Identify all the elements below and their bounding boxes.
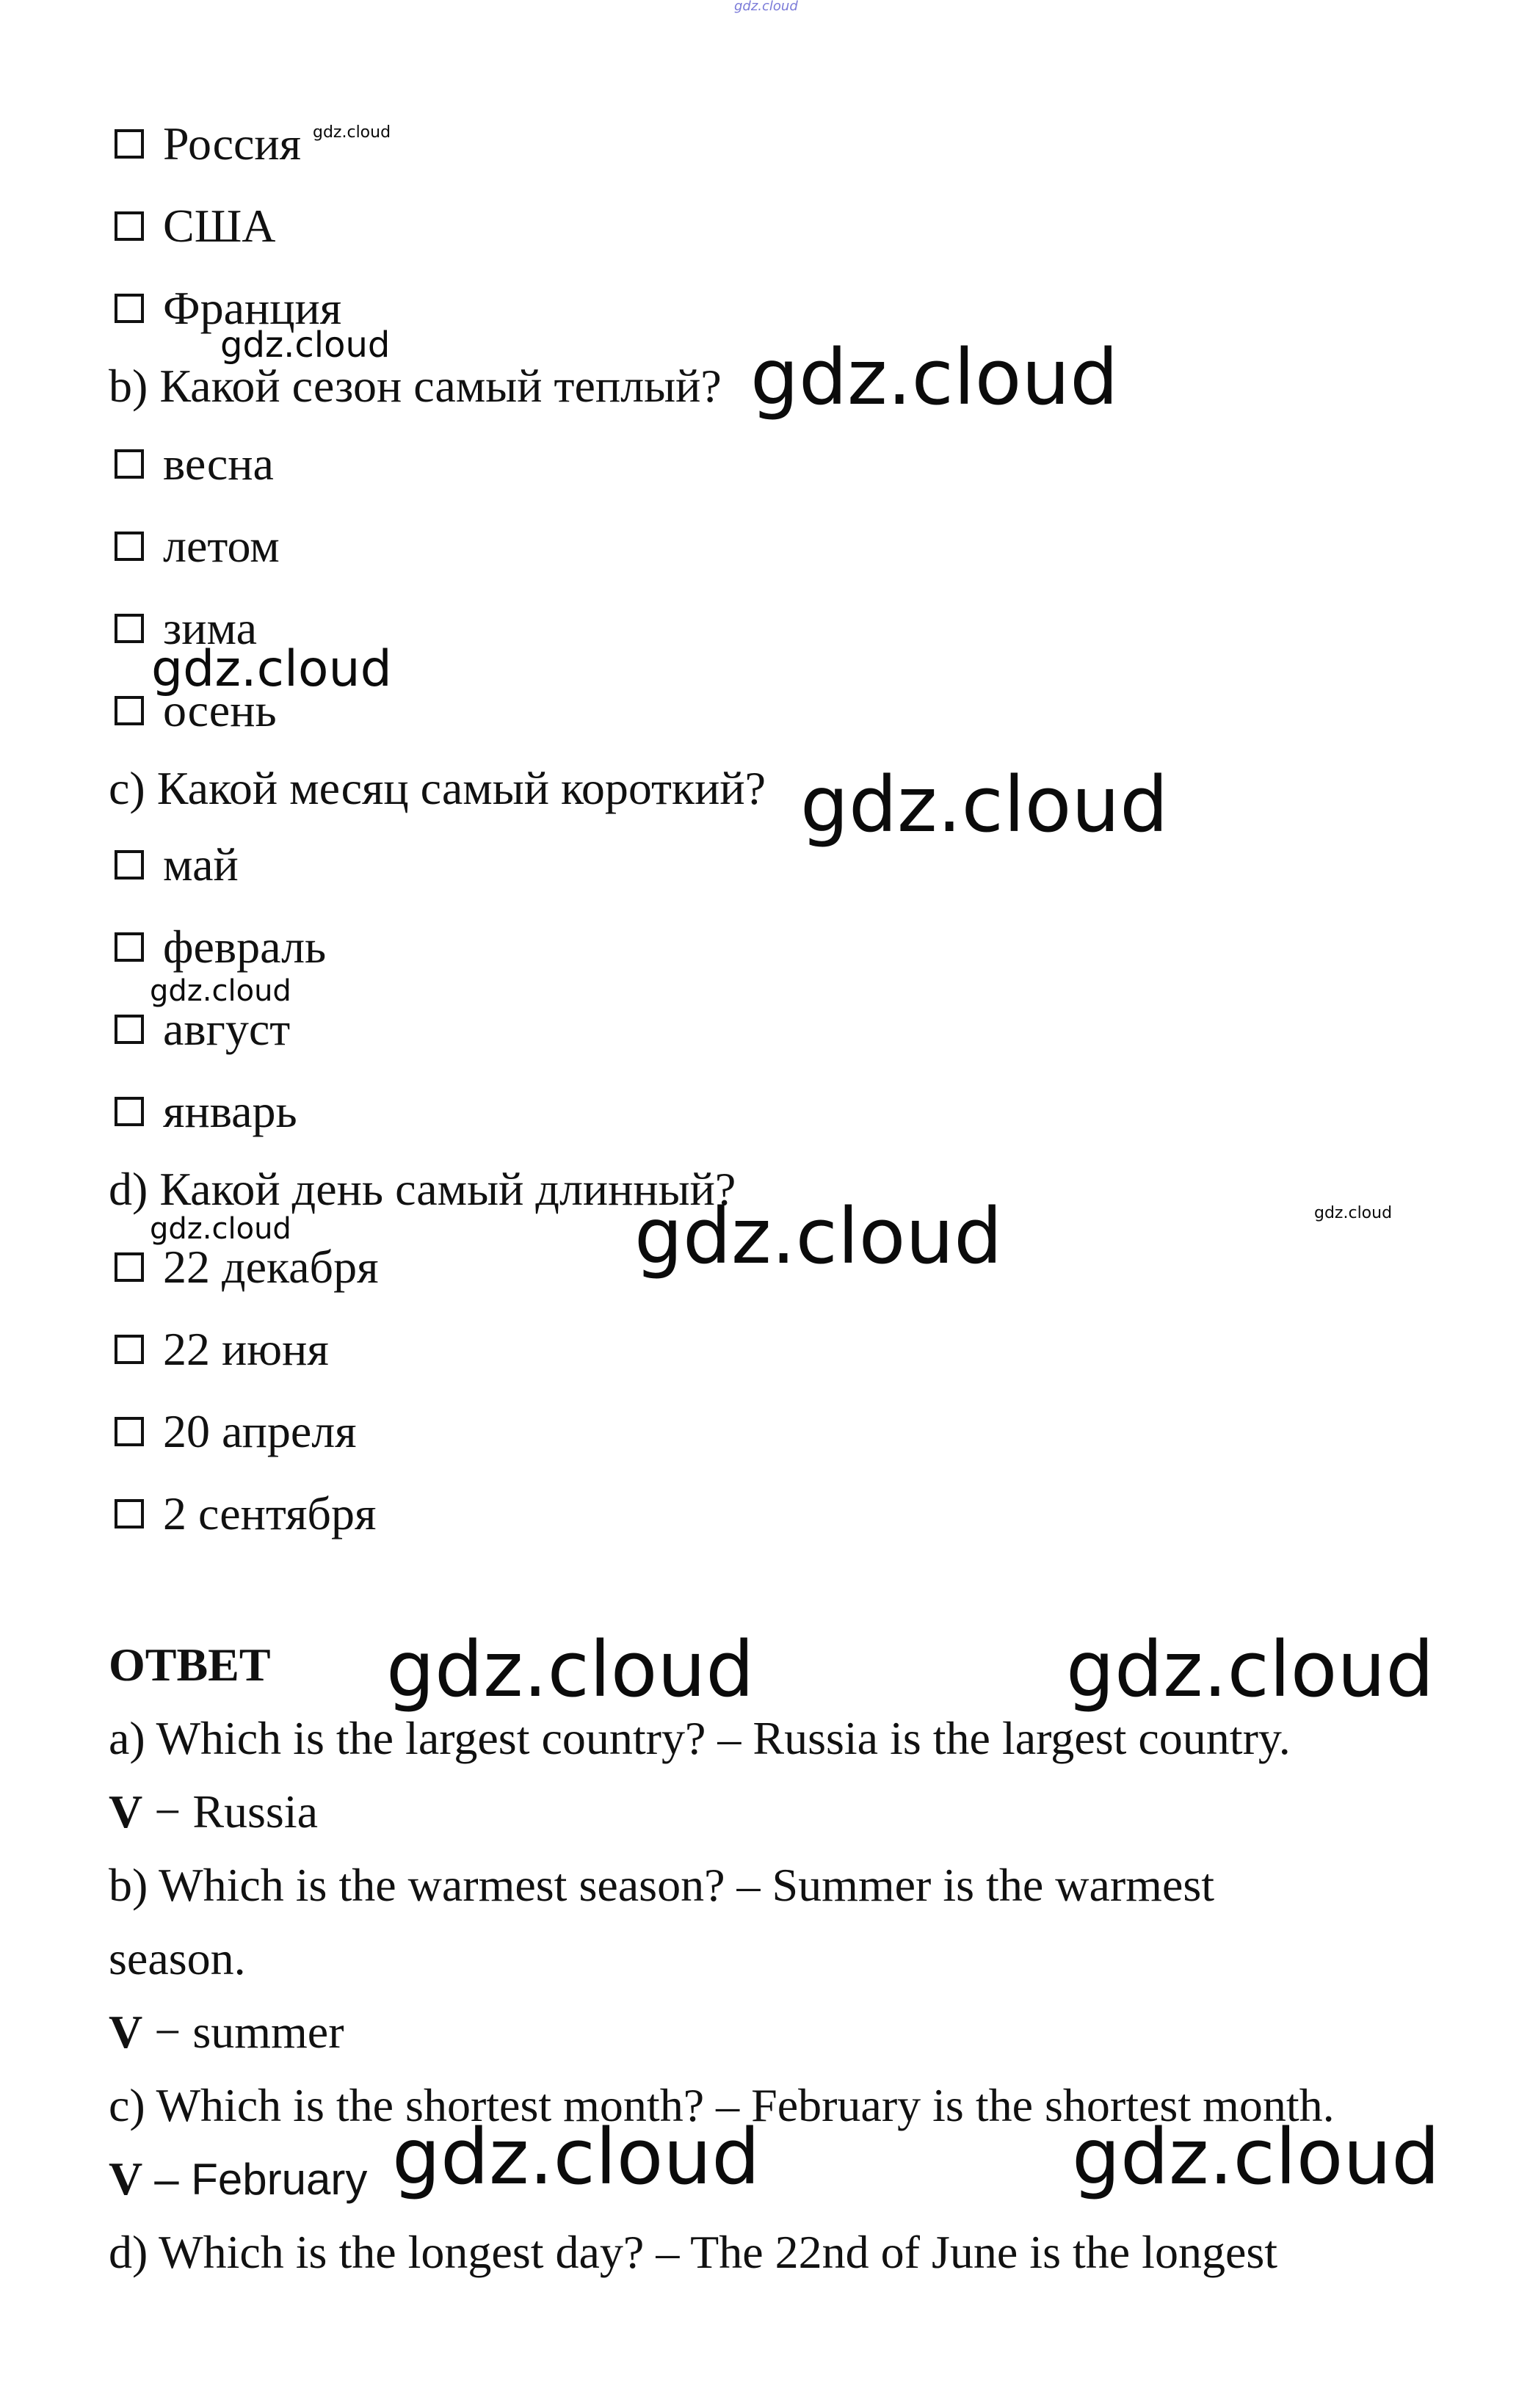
watermark: gdz.cloud [1072, 2112, 1440, 2202]
option-label: май [163, 838, 239, 891]
option-january[interactable] [115, 1085, 297, 1137]
option-summer[interactable] [115, 520, 280, 572]
question-d: d) Какой день самый длинный? [109, 1163, 736, 1215]
option-russia[interactable] [115, 117, 302, 170]
option-label: февраль [163, 921, 327, 973]
answer-line-b: b) Which is the warmest season? – Summer is the warmest [109, 1859, 1215, 1911]
checkbox-icon [115, 1499, 144, 1528]
option-label: США [163, 200, 276, 252]
answer-choice: − summer [154, 2006, 344, 2058]
answer-line-a: a) Which is the largest country? – Russia is the largest country. [109, 1712, 1291, 1764]
option-february[interactable] [115, 921, 327, 973]
watermark: gdz.cloud [220, 324, 391, 366]
option-jun-22[interactable] [115, 1323, 329, 1375]
checkbox-icon [115, 532, 144, 561]
answer-heading: ОТВЕТ [109, 1639, 271, 1691]
checkbox-icon [115, 1015, 144, 1044]
checkbox-icon [115, 1417, 144, 1446]
checkbox-icon [115, 932, 144, 962]
watermark: gdz.cloud [1066, 1625, 1435, 1714]
checkbox-icon [115, 1252, 144, 1282]
watermark-top: gdz.cloud [734, 0, 798, 14]
option-label: 2 сентября [163, 1487, 377, 1540]
checkbox-icon [115, 1097, 144, 1126]
watermark: gdz.cloud [1314, 1204, 1393, 1222]
option-label: 22 декабря [163, 1241, 379, 1293]
v-mark: V [109, 2006, 143, 2058]
option-label: осень [163, 684, 277, 736]
watermark: gdz.cloud [800, 760, 1169, 849]
option-apr-20[interactable] [115, 1405, 357, 1457]
answer-line-b-cont: season. [109, 1932, 246, 1984]
question-c: c) Какой месяц самый короткий? [109, 762, 766, 814]
question-b: b) Какой сезон самый теплый? [109, 360, 722, 412]
watermark: gdz.cloud [151, 640, 392, 698]
answer-mark-c [109, 2153, 368, 2205]
option-label: январь [163, 1085, 297, 1137]
option-label: Франция [163, 282, 342, 334]
v-mark: V [109, 1785, 143, 1838]
answer-mark-a [109, 1785, 318, 1838]
option-autumn[interactable] [115, 684, 277, 736]
checkbox-icon [115, 211, 144, 241]
checkbox-icon [115, 1335, 144, 1364]
checkbox-icon [115, 449, 144, 479]
option-usa[interactable] [115, 200, 276, 252]
answer-choice: – February [154, 2155, 368, 2204]
checkbox-icon [115, 294, 144, 323]
watermark: gdz.cloud [634, 1192, 1003, 1281]
watermark: gdz.cloud [313, 123, 391, 142]
option-label: летом [163, 520, 280, 572]
watermark: gdz.cloud [386, 1625, 755, 1714]
option-may[interactable] [115, 838, 239, 891]
option-label: 20 апреля [163, 1405, 357, 1457]
v-mark: V [109, 2153, 143, 2205]
option-label: Россия [163, 117, 302, 170]
checkbox-icon [115, 129, 144, 159]
option-sep-2[interactable] [115, 1487, 377, 1540]
checkbox-icon [115, 850, 144, 880]
checkbox-icon [115, 614, 144, 643]
option-august[interactable] [115, 1003, 291, 1055]
answer-line-d: d) Which is the longest day? – The 22nd of June is the longest [109, 2226, 1278, 2278]
option-label: август [163, 1003, 291, 1055]
option-label: зима [163, 602, 257, 654]
watermark: gdz.cloud [392, 2112, 761, 2202]
answer-line-c: c) Which is the shortest month? – February is the shortest month. [109, 2079, 1335, 2131]
answer-mark-b [109, 2006, 344, 2058]
option-label: весна [163, 438, 274, 490]
option-spring[interactable] [115, 438, 274, 490]
option-label: 22 июня [163, 1323, 329, 1375]
checkbox-icon [115, 696, 144, 725]
watermark: gdz.cloud [750, 333, 1119, 422]
watermark: gdz.cloud [150, 1212, 291, 1246]
watermark: gdz.cloud [150, 974, 291, 1008]
option-dec-22[interactable] [115, 1241, 379, 1293]
answer-choice: − Russia [154, 1785, 318, 1838]
